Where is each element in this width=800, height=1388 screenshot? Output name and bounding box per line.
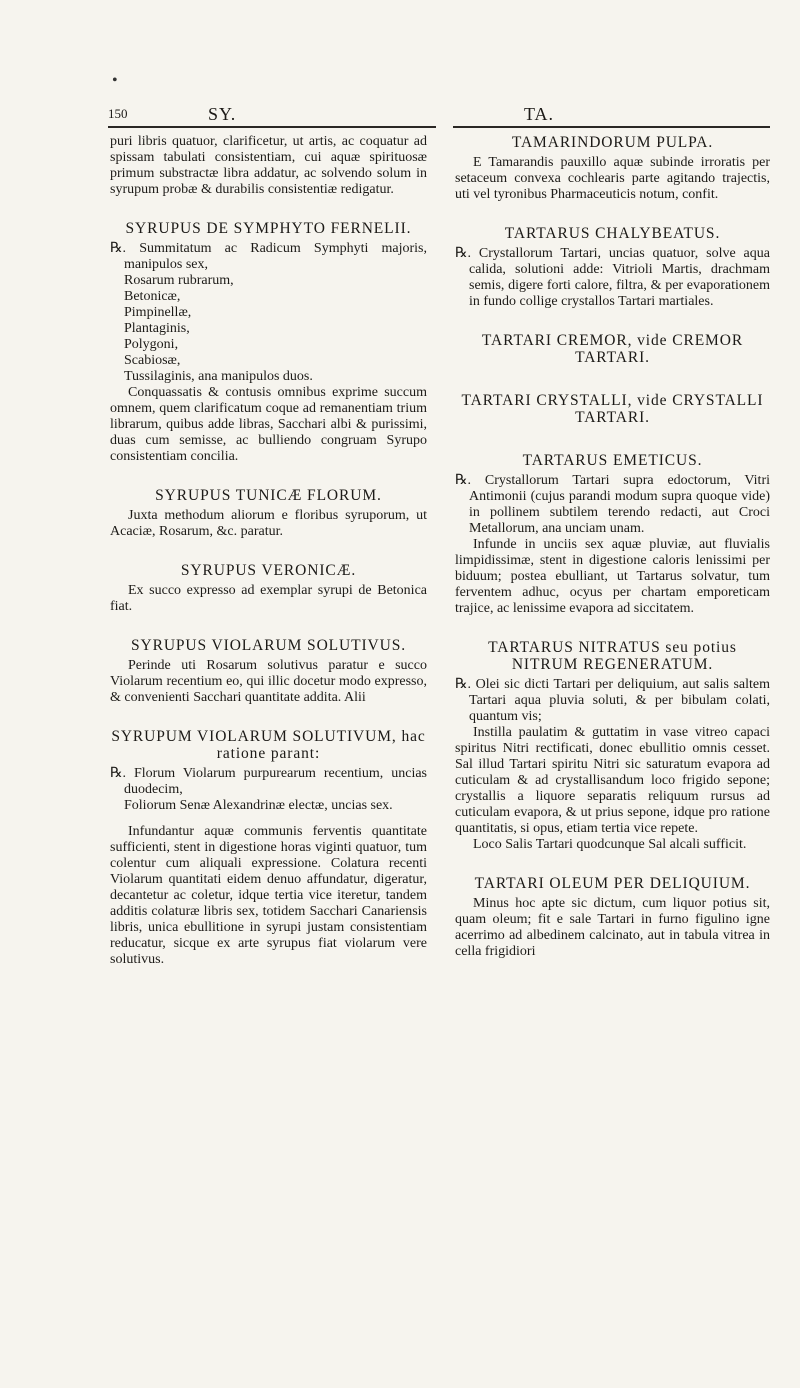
body-paragraph: Ex succo expresso ad exemplar syrupi de Betonica fiat. (110, 583, 427, 614)
heading-tartari-oleum: TARTARI OLEUM PER DELIQUIUM. (474, 875, 751, 892)
ingredient-item: Pimpinellæ, (124, 305, 192, 320)
recipe-line: ℞. Florum Violarum purpurearum recentium, uncias duodecim, (110, 766, 427, 797)
heading-syrupus-tunicae: SYRUPUS TUNICÆ FLORUM. (155, 487, 382, 504)
body-paragraph: Conquassatis & contusis omnibus exprime succum omnem, quem clarificatum coque ad remanentiam trium librarum, quibus adde libras, Sacchari albi & purissimi, duas cum semisse, ac bulliendo congruam Syrupo consistentiam concilia. (110, 385, 427, 464)
ingredient-item: Rosarum rubrarum, (124, 273, 234, 288)
heading-tartarus-nitratus: TARTARUS NITRATUS seu potius NITRUM REGENERATUM. (488, 639, 737, 673)
body-paragraph: Loco Salis Tartari quodcunque Sal alcali sufficit. (473, 837, 747, 852)
ingredient-item: Plantaginis, (124, 321, 190, 336)
page-header (108, 104, 770, 126)
heading-tartari-crystalli: TARTARI CRYSTALLI, vide CRYSTALLI TARTARI. (461, 392, 764, 426)
heading-tartarus-emeticus: TARTARUS EMETICUS. (522, 452, 703, 469)
recipe-line: ℞. Olei sic dicti Tartari per deliquium, aut salis saltem Tartari aqua pluvia soluti, & per bibulam colati, quantum vis; (455, 677, 770, 724)
body-paragraph: Infundantur aquæ communis ferventis quantitate sufficienti, stent in digestione horas viginti quatuor, tum colentur cum aliquali expressione. Colatura recenti Violarum quantitati eidem denuo affundatur, digeratur, decantetur ac coletur, idque tertia vice iteretur, tandem additis colaturæ libris sex, totidem Sacchari Canariensis libris, unica ebullitione in syrupi justam consistentiam reducatur, sicque ex arte syrupus fiat violarum vere solutivus. (110, 824, 427, 967)
header-rule-left (108, 126, 436, 128)
ingredient-item: Polygoni, (124, 337, 179, 352)
body-paragraph: Infunde in unciis sex aquæ pluviæ, aut fluvialis limpidissimæ, stent in digestione caloris lenissimi per biduum; postea ebulliant, ut Tartarus solvatur, tum ferventem adhuc, ocyus per chartam emporeticam trajice, ac lenissime evapora ad siccitatem. (455, 537, 770, 616)
body-paragraph: Minus hoc apte sic dictum, cum liquor potius sit, quam oleum; fit e sale Tartari in furno figulino igne acerrimo ad albedinem calcinato, aut in tabula vitrea in cella frigidiori (455, 896, 770, 959)
ingredient-item: Tussilaginis, ana manipulos duos. (124, 369, 313, 384)
heading-tamarindorum-pulpa: TAMARINDORUM PULPA. (511, 134, 714, 151)
heading-syrupus-symphyto: SYRUPUS DE SYMPHYTO FERNELII. (125, 220, 412, 237)
body-paragraph: Instilla paulatim & guttatim in vase vitreo capaci spiritus Nitri rectificati, donec ebullitio omnis cesset. Sal illud Tartari spiritu Nitri sic saturatum evapora ad cuticulam & ad crystallisandum loco frigido sepone; crystallis a liquore separatis reliquum rursus ad cuticulam evapora, & ut prius sepone, idque pro ratione quantitatis, si opus, etiam tertia vice repete. (455, 725, 770, 836)
heading-syrupus-violarum-solutivus: SYRUPUS VIOLARUM SOLUTIVUS. (130, 637, 407, 654)
recipe-line: ℞. Crystallorum Tartari supra edoctorum, Vitri Antimonii (cujus parandi modum supra quoque vide) in pollinem subtilem terendo redacti, aut Croci Metallorum, ana unciam unam. (455, 473, 770, 536)
running-head-left: SY. (208, 104, 237, 124)
heading-syrupus-veronicae: SYRUPUS VERONICÆ. (180, 562, 357, 579)
heading-tartarus-chalybeatus: TARTARUS CHALYBEATUS. (504, 225, 721, 242)
body-paragraph: E Tamarandis pauxillo aquæ subinde irroratis per setaceum convexa cochlearis parte agitando trajectis, uti vel tyronibus Pharmaceuticis notum, confit. (455, 155, 770, 202)
right-column (455, 134, 770, 960)
heading-syrupum-violarum-solutivum: SYRUPUM VIOLARUM SOLUTIVUM, hac ratione parant: (111, 728, 426, 762)
ingredient-item: Betonicæ, (124, 289, 181, 304)
body-paragraph: Perinde uti Rosarum solutivus paratur e succo Violarum recentium eo, qui illic docetur modo expresso, & convenienti Sacchari quantitate addita. Alii (110, 658, 427, 705)
intro-paragraph: puri libris quatuor, clarificetur, ut artis, ac coquatur ad spissam tabulati consistentiam, cui aquæ spirituosæ primum substractæ libra addatur, ac solvendo solum in syrupum probæ & durabilis consistentiæ redigatur. (110, 134, 427, 197)
body-paragraph: Juxta methodum aliorum e floribus syruporum, ut Acaciæ, Rosarum, &c. paratur. (110, 508, 427, 539)
left-column (110, 134, 427, 968)
page-number: 150 (108, 106, 128, 121)
recipe-line: ℞. Crystallorum Tartari, uncias quatuor, solve aqua calida, solutioni adde: Vitrioli Martis, drachmam semis, digere forti calore, filtra, & per evaporationem in fundo collige crystallos Tartari martiales. (455, 246, 770, 309)
header-rule-right (453, 126, 770, 128)
recipe-line: ℞. Summitatum ac Radicum Symphyti majoris, manipulos sex, (110, 241, 427, 272)
ink-dot: • (112, 72, 118, 89)
heading-tartari-cremor: TARTARI CREMOR, vide CREMOR TARTARI. (481, 332, 744, 366)
ingredient-item: Foliorum Senæ Alexandrinæ electæ, uncias sex. (124, 798, 393, 813)
running-head-right: TA. (524, 104, 555, 124)
ingredient-item: Scabiosæ, (124, 353, 181, 368)
